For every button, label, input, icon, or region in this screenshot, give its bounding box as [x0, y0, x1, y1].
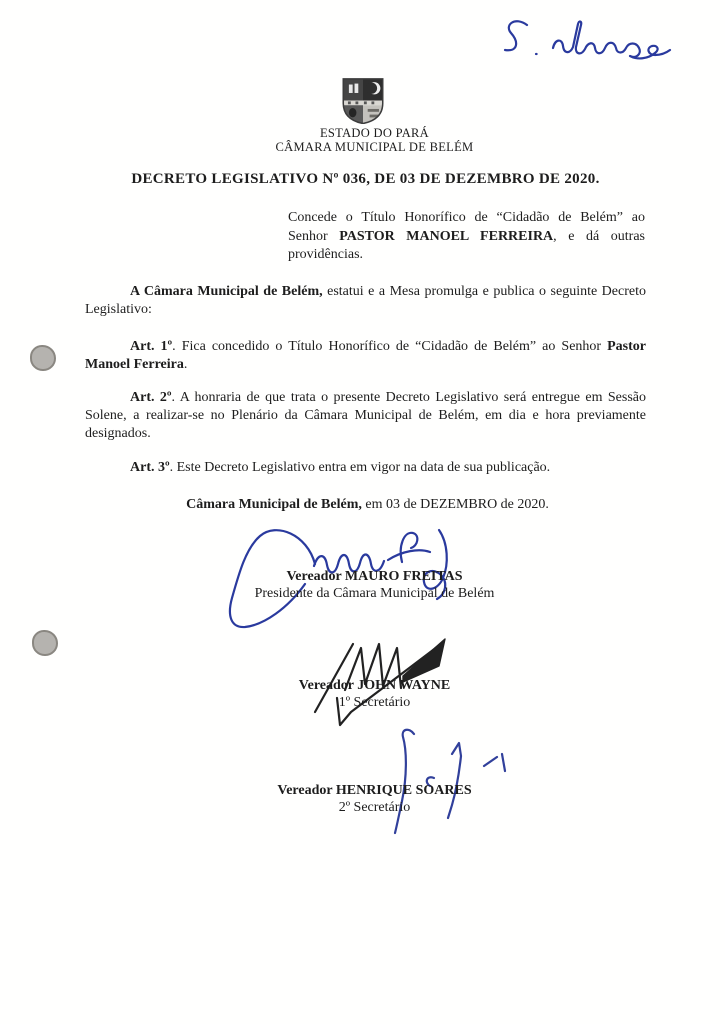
ementa-lead: Concede o Título Honorífico de “Cidadão de Belém” ao Senhor [288, 210, 645, 244]
signatory-role-president: Presidente da Câmara Municipal de Belém [254, 586, 495, 601]
article-1-paragraph [85, 338, 646, 374]
handwritten-note [497, 13, 675, 63]
ementa-paragraph [288, 209, 645, 265]
signature-henrique-soares [348, 724, 513, 836]
signatory-name-john-wayne: Vereador JOHN WAYNE [298, 678, 451, 693]
preamble-tail: estatui e a Mesa promulga e publica o seguinte Decreto Legislativo: [85, 284, 646, 317]
article-3-label: Art. 3º [130, 460, 170, 475]
article-1-emphasis: Pastor Manoel Ferreira [85, 339, 646, 372]
preamble-paragraph [85, 283, 646, 319]
decree-title: DECRETO LEGISLATIVO Nº 036, DE 03 DE DEZEMBRO DE 2020. [131, 171, 600, 187]
dateline-tail: em 03 de DEZEMBRO de 2020. [361, 497, 549, 512]
article-1-text: . Fica concedido o Título Honorífico de “Cidadão de Belém” ao Senhor [172, 339, 608, 354]
hole-punch-bottom [32, 630, 58, 656]
article-2-text: . A honraria de que trata o presente Decreto Legislativo será entregue em Sessão Solene, a realizar-se no Plenário da Câmara Municipal de Belém, em dia e hora previamente designados. [85, 390, 646, 441]
honoree-name: PASTOR MANOEL FERREIRA [339, 228, 554, 244]
hole-punch-top [30, 345, 56, 371]
article-1-text-after: . [183, 357, 188, 372]
preamble-lead: A Câmara Municipal de Belém, [130, 284, 323, 299]
article-1-label: Art. 1º [130, 339, 173, 354]
signatory-name-henrique-soares: Vereador HENRIQUE SOARES [277, 783, 472, 798]
signatory-role-second-secretary: 2º Secretário [338, 800, 411, 815]
dateline [5, 497, 725, 513]
letterhead-state: ESTADO DO PARÁ [319, 126, 429, 140]
article-2-paragraph [85, 389, 646, 443]
signatory-role-first-secretary: 1º Secretário [338, 695, 411, 710]
coat-of-arms-belem [341, 77, 385, 124]
article-2-label: Art. 2º [130, 390, 172, 405]
ementa-tail: , e dá outras providências. [288, 228, 645, 262]
article-3-text: . Este Decreto Legislativo entra em vigor na data de sua publicação. [169, 460, 551, 475]
signatory-name-mauro-freitas: Vereador MAURO FREITAS [286, 569, 463, 584]
article-3-paragraph [85, 459, 646, 477]
dateline-lead: Câmara Municipal de Belém, [186, 497, 362, 512]
letterhead-institution: CÂMARA MUNICIPAL DE BELÉM [275, 140, 474, 154]
